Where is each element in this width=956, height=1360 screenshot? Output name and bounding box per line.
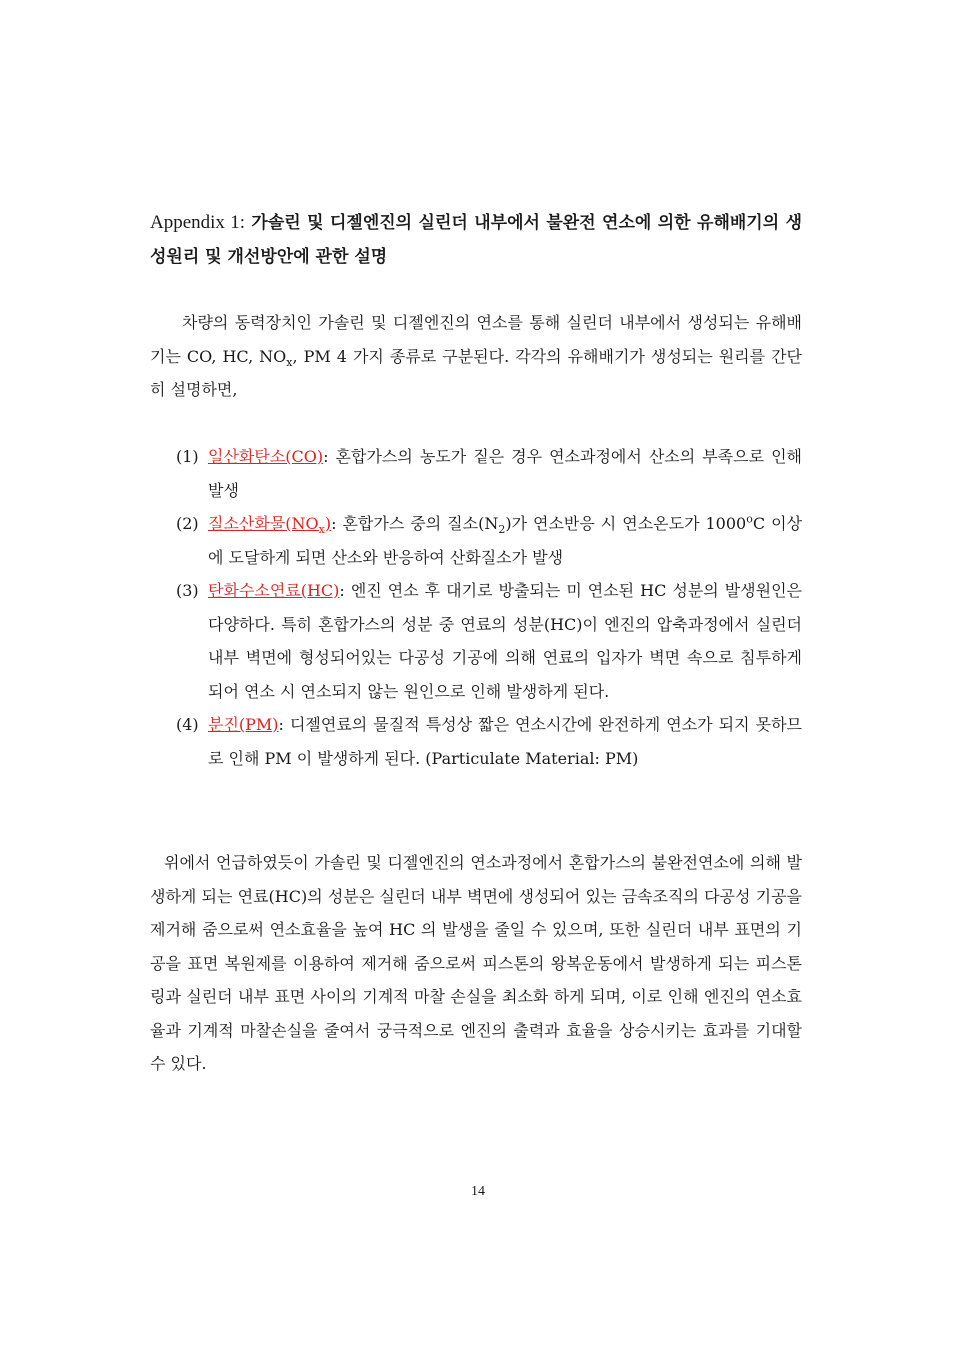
item-description: : 혼합가스 중의 질소(N: [331, 514, 499, 533]
emission-list: [176, 440, 802, 775]
term-hc: 탄화수소연료(HC): [208, 581, 340, 600]
appendix-title: 가솔린 및 디젤엔진의 실린더 내부에서 불완전 연소에 의한 유해배기의 생성원리 및 개선방안에 관한 설명: [150, 213, 802, 267]
list-number: (2): [176, 514, 199, 533]
item-description: : 혼합가스의 농도가 짙은 경우 연소과정에서 산소의 부족으로 인해 발생: [208, 447, 802, 500]
term-co: 일산화탄소(CO): [208, 447, 324, 466]
intro-paragraph: [150, 306, 802, 407]
item-description: : 디젤연료의 물질적 특성상 짧은 연소시간에 완전하게 연소가 되지 못하므로 인해 PM 이 발생하게 된다. (Particulate Material: PM): [208, 715, 802, 768]
degree-superscript: o: [746, 512, 753, 526]
intro-nox-subscript: x: [286, 355, 293, 369]
term-nox-text: 질소산화물(NO: [208, 514, 319, 533]
n2-subscript: 2: [498, 523, 506, 537]
intro-text-1: 차량의 동력장치인 가솔린 및 디젤엔진의 연소를 통해 실린더 내부에서 생성되는 유해배기는 CO, HC, NO: [150, 313, 802, 366]
term-nox: [208, 514, 332, 537]
list-number: (1): [176, 447, 199, 466]
list-item-nox: [176, 507, 802, 574]
list-number: (4): [176, 715, 199, 734]
term-nox-close: ): [324, 514, 332, 533]
list-item-hc: [176, 574, 802, 708]
intro-text-2: , PM 4 가지 종류로 구분된다. 각각의 유해배기가 생성되는 원리를 간단히 설명하면,: [150, 346, 802, 399]
item-description-cont: )가 연소반응 시 연소온도가 1000: [505, 514, 747, 533]
appendix-heading: [150, 206, 802, 274]
item-description: : 엔진 연소 후 대기로 방출되는 미 연소된 HC 성분의 발생원인은 다양하다. 특히 혼합가스의 성분 중 연료의 성분(HC)이 엔진의 압축과정에서 실린더 내부 벽면에 형성되어있는 다공성 기공에 의해 연료의 입자가 벽면 속으로 침투하게 되어 연소 시 연소되지 않는 원인으로 인해 발생하게 된다.: [208, 581, 802, 701]
term-pm: 분진(PM): [208, 715, 279, 734]
list-number: (3): [176, 581, 199, 600]
list-item-co: [176, 440, 802, 507]
page-number: 14: [471, 1184, 485, 1199]
list-item-pm: [176, 708, 802, 775]
conclusion-paragraph: 위에서 언급하였듯이 가솔린 및 디젤엔진의 연소과정에서 혼합가스의 불완전연소에 의해 발생하게 되는 연료(HC)의 성분은 실린더 내부 벽면에 생성되어 있는 금속조직의 다공성 기공을 제거해 줌으로써 연소효율을 높여 HC 의 발생을 줄일 수 있으며, 또한 실린더 내부 표면의 기공을 표면 복원제를 이용하여 제거해 줌으로써 피스톤의 왕복운동에서 발생하게 되는 피스톤 링과 실린더 내부 표면 사이의 기계적 마찰 손실을 최소화 하게 되며, 이로 인해 엔진의 연소효율과 기계적 마찰손실을 줄여서 궁극적으로 엔진의 출력과 효율을 상승시키는 효과를 기대할 수 있다.: [150, 853, 802, 1073]
item-description-end: C 이상에 도달하게 되면 산소와 반응하여 산화질소가 발생: [208, 514, 802, 567]
appendix-label: Appendix 1:: [150, 212, 245, 233]
term-nox-subscript: x: [318, 523, 325, 537]
